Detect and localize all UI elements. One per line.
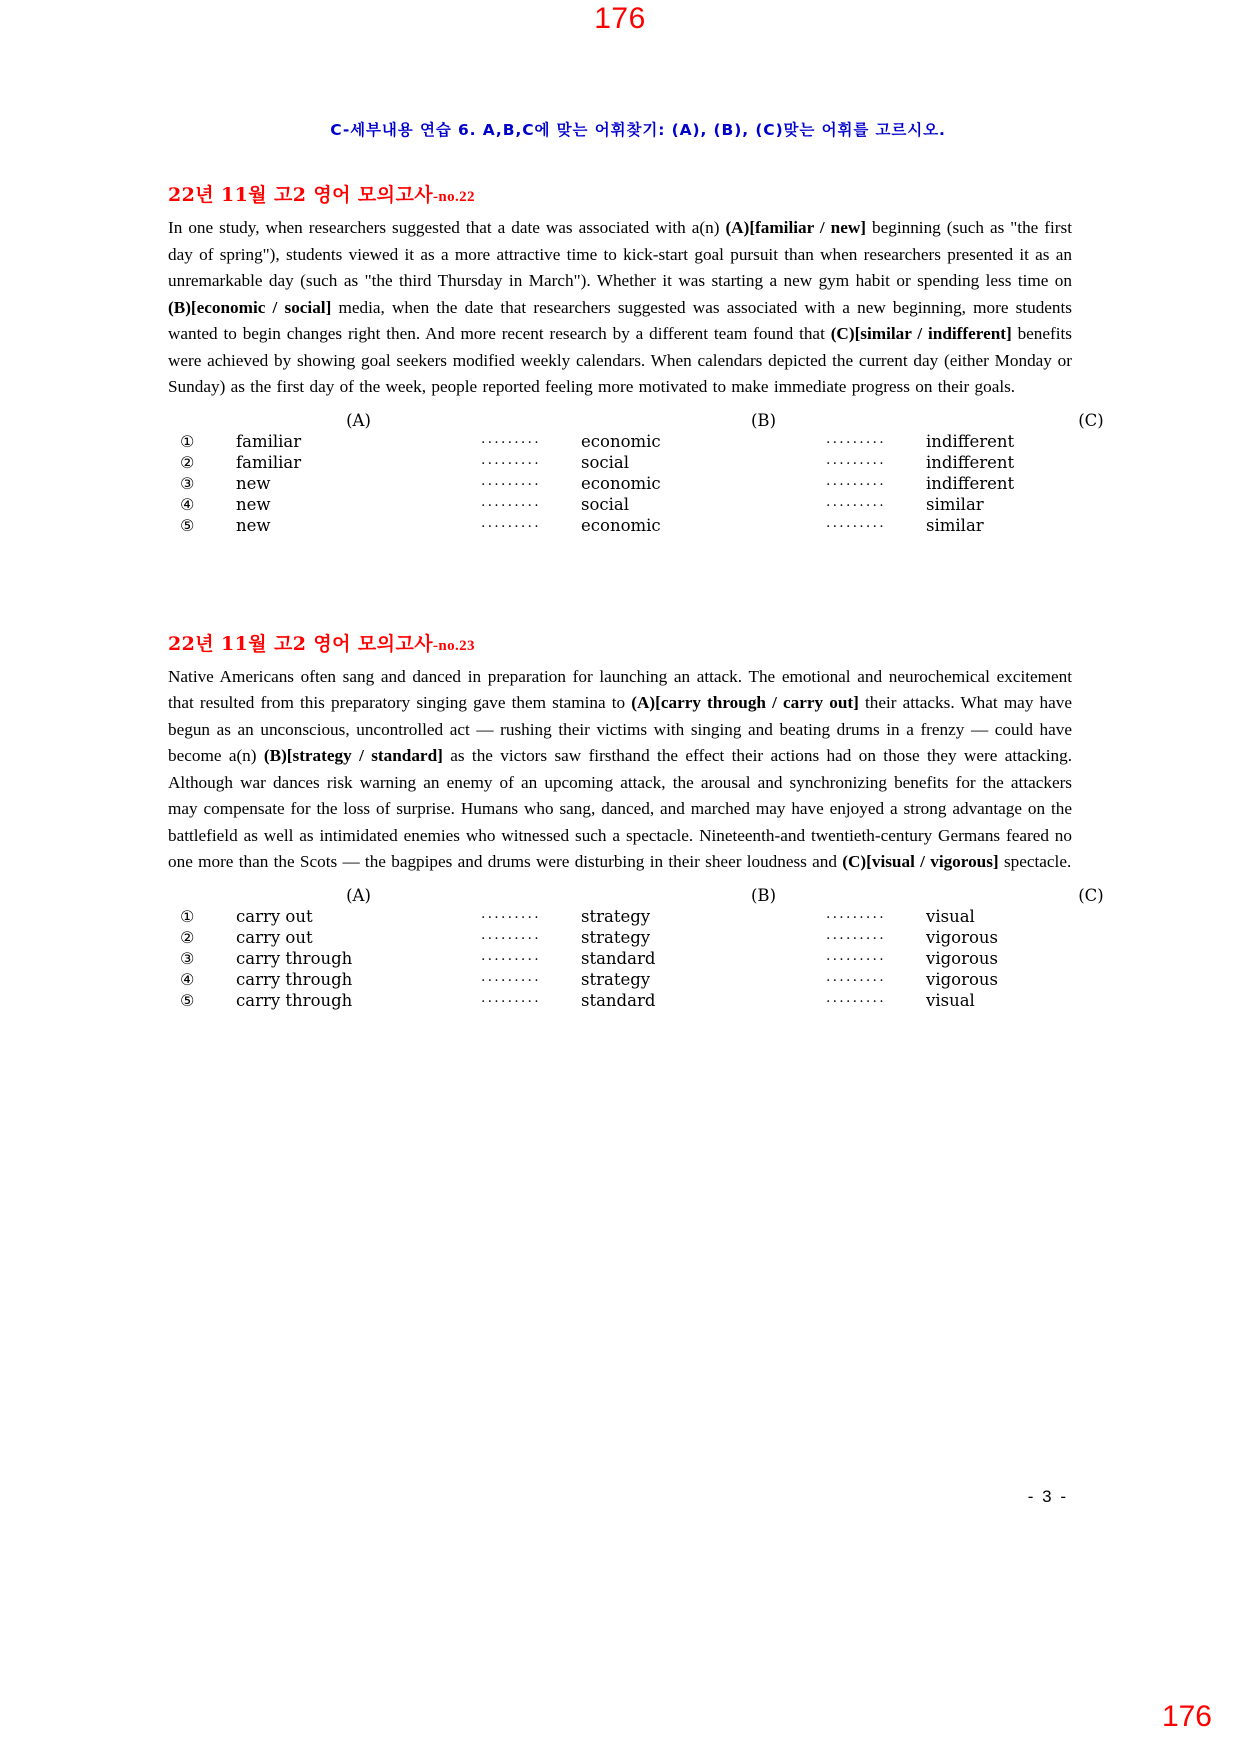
option-value-a: carry out [236, 927, 313, 947]
option-value-b: strategy [581, 969, 651, 989]
options-table-23 [168, 885, 1104, 1012]
options-header-a: (A) [346, 885, 371, 905]
page-number-top: 176 [594, 2, 646, 35]
options-header-c: (C) [1078, 885, 1104, 905]
option-value-c: similar [926, 494, 984, 514]
option-value-c: indifferent [926, 473, 1015, 493]
option-row[interactable] [168, 474, 1072, 495]
option-value-c: visual [926, 990, 975, 1010]
option-dots: ········· [481, 993, 541, 1010]
option-number: ③ [180, 948, 195, 968]
option-value-b: economic [581, 473, 661, 493]
section-spacer [168, 537, 1072, 629]
option-row[interactable] [168, 928, 1072, 949]
option-dots: ········· [826, 497, 886, 514]
option-value-a: new [236, 473, 271, 493]
option-dots: ········· [481, 518, 541, 535]
option-value-b: strategy [581, 927, 651, 947]
option-dots: ········· [481, 497, 541, 514]
option-number: ④ [180, 969, 195, 989]
option-dots: ········· [826, 930, 886, 947]
passage-text: Native Americans often sang and danced in preparation for launching an attack. The emotional and neurochemical excitement that resulted from this preparatory singing gave them stamina to [168, 666, 1072, 712]
options-header-b: (B) [751, 885, 776, 905]
option-value-c: visual [926, 906, 975, 926]
option-value-c: vigorous [926, 948, 999, 968]
option-row[interactable] [168, 432, 1072, 453]
option-dots: ········· [826, 518, 886, 535]
option-row[interactable] [168, 907, 1072, 928]
option-value-c: vigorous [926, 969, 999, 989]
option-number: ② [180, 452, 195, 472]
options-rows-23 [168, 907, 1072, 1012]
option-dots: ········· [481, 476, 541, 493]
option-dots: ········· [826, 972, 886, 989]
passage-22 [168, 215, 1072, 401]
passage-text: media, when the date that researchers suggested was associated with a new beginning, more students wanted to begin changes right then. And more recent research by a different team found that [168, 297, 1072, 343]
passage-text: beginning (such as "the first day of spring"), students viewed it as a more attractive time to kick-start goal pursuit than when researchers presented it as an unremarkable day (such as "the third Thursday in March"). Whether it was starting a new gym habit or spending less time on [168, 218, 1072, 290]
option-value-c: indifferent [926, 452, 1015, 472]
options-header-c: (C) [1078, 410, 1104, 430]
option-number: ⑤ [180, 990, 195, 1010]
options-table-22 [168, 410, 1104, 537]
option-number: ⑤ [180, 515, 195, 535]
section-header: C-세부내용 연습 6. A,B,C에 맞는 어휘찾기: (A), (B), (C)맞는 어휘를 고르시오. [330, 121, 946, 139]
options-header-a: (A) [346, 410, 371, 430]
option-number: ① [180, 906, 195, 926]
option-value-c: vigorous [926, 927, 999, 947]
page-number-bottom: 176 [1161, 1700, 1212, 1733]
option-value-b: standard [581, 948, 656, 968]
passage-choice: (A)[familiar / new] [725, 218, 867, 237]
question-title-main: 22년 11월 고2 영어 모의고사 [168, 184, 433, 206]
option-value-a: carry out [236, 906, 313, 926]
option-dots: ········· [481, 455, 541, 472]
option-number: ④ [180, 494, 195, 514]
question-title-main: 22년 11월 고2 영어 모의고사 [168, 632, 433, 655]
passage-23 [168, 664, 1072, 876]
option-dots: ········· [481, 972, 541, 989]
option-value-a: new [236, 494, 271, 514]
passage-choice: (C)[visual / vigorous] [842, 852, 999, 871]
option-value-a: new [236, 515, 271, 535]
passage-text: In one study, when researchers suggested that a date was associated with a(n) [168, 218, 726, 237]
options-header-b: (B) [751, 410, 776, 430]
option-row[interactable] [168, 991, 1072, 1012]
option-value-c: indifferent [926, 431, 1015, 451]
option-value-a: carry through [236, 969, 353, 989]
option-dots: ········· [826, 909, 886, 926]
option-row[interactable] [168, 453, 1072, 474]
option-value-c: similar [926, 515, 984, 535]
passage-choice: (B)[strategy / standard] [263, 746, 443, 765]
passage-choice: (C)[similar / indifferent] [830, 324, 1012, 343]
option-row[interactable] [168, 516, 1072, 537]
question-title-22 [168, 180, 1072, 207]
passage-text: as the victors saw firsthand the effect their actions had on those they were attacking. Although war dances risk warning an enemy of an upcoming attack, the arousal and synchronizing benefits for the attackers may compensate for the loss of surprise. Humans who sang, danced, and marched may have enjoyed a strong advantage on the battlefield as well as intimidated enemies who witnessed such a spectacle. Nineteenth-and twentieth-century Germans feared no one more than the Scots — the bagpipes and drums were disturbing in their sheer loudness and [168, 746, 1072, 871]
options-header-row [168, 885, 1104, 905]
passage-text: spectacle. [998, 852, 1072, 871]
question-title-23 [168, 629, 1072, 656]
question-title-suffix: -no.22 [432, 189, 475, 205]
option-value-b: social [581, 452, 630, 472]
option-dots: ········· [826, 434, 886, 451]
option-dots: ········· [826, 993, 886, 1010]
option-row[interactable] [168, 495, 1072, 516]
option-dots: ········· [481, 930, 541, 947]
question-title-suffix: -no.23 [432, 637, 475, 654]
option-row[interactable] [168, 949, 1072, 970]
question-block-22 [168, 180, 1104, 537]
passage-text: benefits were achieved by showing goal seekers modified weekly calendars. When calendars depicted the current day (either Monday or Sunday) as the first day of the week, people reported feeling more motivated to make immediate progress on their goals. [168, 324, 1072, 396]
footer-page-number: - 3 - [1027, 1487, 1068, 1506]
question-block-23 [168, 629, 1104, 1012]
passage-choice: (B)[economic / social] [168, 297, 332, 317]
options-rows-22 [168, 432, 1072, 537]
option-dots: ········· [826, 455, 886, 472]
option-value-a: familiar [236, 452, 302, 472]
content-column [168, 118, 1104, 1012]
option-number: ① [180, 431, 195, 451]
option-dots: ········· [481, 434, 541, 451]
option-dots: ········· [826, 951, 886, 968]
option-value-a: carry through [236, 948, 353, 968]
option-value-b: social [581, 494, 630, 514]
option-value-b: standard [581, 990, 656, 1010]
passage-text: their attacks. What may have begun as an unconscious, uncontrolled act — rushing their victims with singing and beating drums in a frenzy — could have become a(n) [168, 693, 1072, 765]
option-value-b: economic [581, 515, 661, 535]
option-value-a: carry through [236, 990, 353, 1010]
option-number: ③ [180, 473, 195, 493]
option-dots: ········· [481, 909, 541, 926]
option-row[interactable] [168, 970, 1072, 991]
option-dots: ········· [481, 951, 541, 968]
passage-choice: (A)[carry through / carry out] [631, 693, 859, 712]
options-header-row [168, 410, 1104, 430]
option-number: ② [180, 927, 195, 947]
option-value-b: economic [581, 431, 661, 451]
option-value-b: strategy [581, 906, 651, 926]
option-value-a: familiar [236, 431, 302, 451]
option-dots: ········· [826, 476, 886, 493]
